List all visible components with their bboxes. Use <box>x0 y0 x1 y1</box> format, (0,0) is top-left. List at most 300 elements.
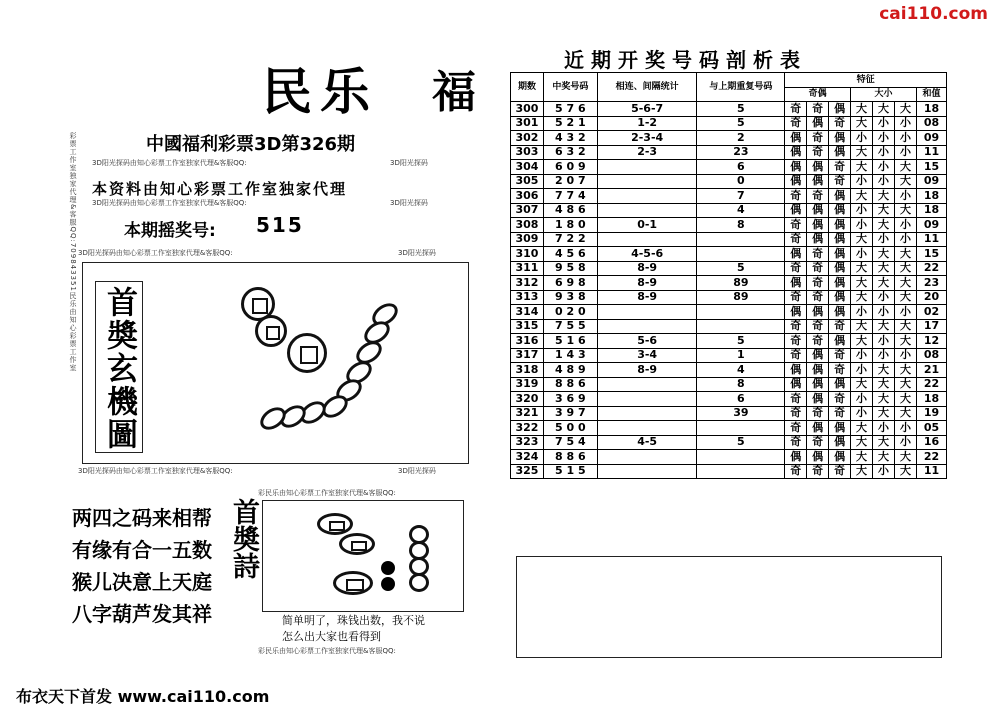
big-small-cell: 大 <box>851 450 873 465</box>
table-row <box>511 305 947 320</box>
big-small-cell: 大 <box>894 102 916 117</box>
big-small-cell: 大 <box>851 232 873 247</box>
table-row <box>511 450 947 465</box>
odd-even-cell: 奇 <box>807 247 829 262</box>
sum-cell: 18 <box>916 189 946 204</box>
big-small-cell: 大 <box>894 261 916 276</box>
number-cell: 6 3 2 <box>543 145 597 160</box>
odd-even-cell: 偶 <box>785 276 807 291</box>
coin-icon <box>333 571 373 595</box>
table-row <box>511 247 947 262</box>
period-cell: 302 <box>511 131 544 146</box>
number-cell: 4 3 2 <box>543 131 597 146</box>
big-small-cell: 小 <box>873 116 895 131</box>
watermark-line: 彩民乐由知心彩票工作室独家代理&客服QQ: <box>258 647 396 655</box>
big-small-cell: 大 <box>873 450 895 465</box>
table-row <box>511 232 947 247</box>
big-small-cell: 大 <box>894 363 916 378</box>
table-row <box>511 261 947 276</box>
repeat-cell <box>697 232 785 247</box>
odd-even-cell: 奇 <box>785 334 807 349</box>
big-small-cell: 小 <box>894 305 916 320</box>
adjacent-cell: 8-9 <box>597 290 697 305</box>
watermark-short: 3D阳光探码 <box>390 199 428 207</box>
adjacent-cell: 3-4 <box>597 348 697 363</box>
sum-cell: 08 <box>916 348 946 363</box>
table-row <box>511 218 947 233</box>
odd-even-cell: 偶 <box>785 174 807 189</box>
odd-even-cell: 奇 <box>807 290 829 305</box>
adjacent-cell: 5-6-7 <box>597 102 697 117</box>
odd-even-cell: 奇 <box>829 160 851 175</box>
odd-even-cell: 偶 <box>829 189 851 204</box>
odd-even-cell: 奇 <box>785 290 807 305</box>
repeat-cell: 8 <box>697 377 785 392</box>
sum-cell: 15 <box>916 247 946 262</box>
repeat-cell: 5 <box>697 261 785 276</box>
odd-even-cell: 奇 <box>807 261 829 276</box>
big-small-cell: 大 <box>873 218 895 233</box>
odd-even-cell: 奇 <box>829 319 851 334</box>
odd-even-cell: 偶 <box>829 305 851 320</box>
adjacent-cell: 2-3-4 <box>597 131 697 146</box>
adjacent-cell <box>597 377 697 392</box>
number-cell: 9 3 8 <box>543 290 597 305</box>
odd-even-cell: 奇 <box>807 319 829 334</box>
odd-even-cell: 偶 <box>807 305 829 320</box>
big-small-cell: 小 <box>873 348 895 363</box>
period-cell: 303 <box>511 145 544 160</box>
big-small-cell: 大 <box>894 319 916 334</box>
big-small-cell: 大 <box>851 464 873 479</box>
adjacent-cell: 8-9 <box>597 261 697 276</box>
number-cell: 8 8 6 <box>543 377 597 392</box>
big-small-cell: 大 <box>894 174 916 189</box>
watermark-line: 3D阳光探码由知心彩票工作室独家代理&客服QQ: <box>78 249 233 257</box>
big-small-cell: 小 <box>894 218 916 233</box>
big-small-cell: 大 <box>894 290 916 305</box>
period-cell: 314 <box>511 305 544 320</box>
period-cell: 313 <box>511 290 544 305</box>
number-cell: 1 8 0 <box>543 218 597 233</box>
big-small-cell: 小 <box>851 247 873 262</box>
big-small-cell: 大 <box>851 145 873 160</box>
odd-even-cell: 奇 <box>785 392 807 407</box>
table-row <box>511 203 947 218</box>
number-cell: 4 8 6 <box>543 203 597 218</box>
big-small-cell: 大 <box>873 203 895 218</box>
repeat-cell: 0 <box>697 174 785 189</box>
number-cell: 0 2 0 <box>543 305 597 320</box>
results-table <box>510 72 947 479</box>
big-small-cell: 大 <box>873 377 895 392</box>
draw-number: 515 <box>256 213 304 237</box>
adjacent-cell <box>597 406 697 421</box>
big-small-cell: 小 <box>851 363 873 378</box>
chart-panel <box>82 262 469 464</box>
number-cell: 3 6 9 <box>543 392 597 407</box>
adjacent-cell: 5-6 <box>597 334 697 349</box>
bead-icon <box>409 573 429 592</box>
big-small-cell: 大 <box>894 406 916 421</box>
site-logo: cai110.com <box>879 4 988 24</box>
number-cell: 4 8 9 <box>543 363 597 378</box>
table-row <box>511 334 947 349</box>
big-small-cell: 大 <box>873 392 895 407</box>
odd-even-cell: 奇 <box>785 116 807 131</box>
big-small-cell: 小 <box>873 464 895 479</box>
chart-title-box <box>95 281 143 453</box>
odd-even-cell: 奇 <box>785 435 807 450</box>
draw-label: 本期摇奖号: <box>124 221 216 241</box>
odd-even-cell: 偶 <box>829 145 851 160</box>
big-small-cell: 小 <box>851 218 873 233</box>
big-small-cell: 小 <box>873 232 895 247</box>
poem-line: 两四之码来相帮 <box>72 506 212 530</box>
poem-panel <box>262 500 464 612</box>
big-small-cell: 小 <box>894 232 916 247</box>
number-cell: 3 9 7 <box>543 406 597 421</box>
number-cell: 7 7 4 <box>543 189 597 204</box>
odd-even-cell: 奇 <box>829 363 851 378</box>
odd-even-cell: 偶 <box>829 218 851 233</box>
adjacent-cell <box>597 203 697 218</box>
sum-cell: 17 <box>916 319 946 334</box>
number-cell: 5 2 1 <box>543 116 597 131</box>
sum-cell: 22 <box>916 450 946 465</box>
big-small-cell: 小 <box>894 131 916 146</box>
big-small-cell: 小 <box>851 348 873 363</box>
big-small-cell: 大 <box>894 203 916 218</box>
number-cell: 6 9 8 <box>543 276 597 291</box>
sum-cell: 05 <box>916 421 946 436</box>
coin-icon <box>339 533 375 555</box>
odd-even-cell: 偶 <box>807 203 829 218</box>
period-cell: 305 <box>511 174 544 189</box>
odd-even-cell: 偶 <box>829 232 851 247</box>
repeat-cell: 2 <box>697 131 785 146</box>
number-cell: 2 0 7 <box>543 174 597 189</box>
period-cell: 325 <box>511 464 544 479</box>
odd-even-cell: 偶 <box>807 450 829 465</box>
repeat-cell <box>697 319 785 334</box>
watermark-line: 3D阳光探码由知心彩票工作室独家代理&客服QQ: <box>78 467 233 475</box>
big-small-cell: 小 <box>873 305 895 320</box>
watermark-short: 3D阳光探码 <box>398 249 436 257</box>
odd-even-cell: 偶 <box>785 377 807 392</box>
table-row <box>511 348 947 363</box>
period-cell: 309 <box>511 232 544 247</box>
big-small-cell: 小 <box>873 131 895 146</box>
number-cell: 5 0 0 <box>543 421 597 436</box>
poem-line: 猴儿决意上天庭 <box>72 570 212 594</box>
repeat-cell: 39 <box>697 406 785 421</box>
odd-even-cell: 奇 <box>785 348 807 363</box>
big-small-cell: 大 <box>873 189 895 204</box>
big-small-cell: 大 <box>851 189 873 204</box>
period-cell: 311 <box>511 261 544 276</box>
big-small-cell: 小 <box>851 305 873 320</box>
sum-cell: 22 <box>916 377 946 392</box>
period-cell: 322 <box>511 421 544 436</box>
number-cell: 8 8 6 <box>543 450 597 465</box>
odd-even-cell: 奇 <box>785 464 807 479</box>
coin-icon <box>255 315 287 347</box>
poem-line: 有缘有合一五数 <box>72 538 212 562</box>
repeat-cell <box>697 464 785 479</box>
period-cell: 319 <box>511 377 544 392</box>
adjacent-cell <box>597 392 697 407</box>
odd-even-cell: 偶 <box>829 247 851 262</box>
odd-even-cell: 偶 <box>807 421 829 436</box>
table-row <box>511 377 947 392</box>
big-small-cell: 小 <box>894 189 916 204</box>
odd-even-cell: 奇 <box>807 189 829 204</box>
odd-even-cell: 偶 <box>829 276 851 291</box>
period-cell: 318 <box>511 363 544 378</box>
odd-even-cell: 奇 <box>785 319 807 334</box>
table-row <box>511 363 947 378</box>
sum-cell: 20 <box>916 290 946 305</box>
odd-even-cell: 偶 <box>785 450 807 465</box>
sum-cell: 11 <box>916 464 946 479</box>
header-number: 中奖号码 <box>543 73 597 102</box>
adjacent-cell: 0-1 <box>597 218 697 233</box>
odd-even-cell: 奇 <box>807 464 829 479</box>
period-cell: 321 <box>511 406 544 421</box>
big-small-cell: 大 <box>894 377 916 392</box>
period-cell: 323 <box>511 435 544 450</box>
period-cell: 308 <box>511 218 544 233</box>
big-small-cell: 小 <box>851 174 873 189</box>
sum-cell: 02 <box>916 305 946 320</box>
big-small-cell: 小 <box>894 348 916 363</box>
big-small-cell: 小 <box>851 392 873 407</box>
adjacent-cell <box>597 232 697 247</box>
big-small-cell: 大 <box>851 261 873 276</box>
watermark-short: 3D阳光探码 <box>398 467 436 475</box>
odd-even-cell: 奇 <box>807 145 829 160</box>
table-row <box>511 145 947 160</box>
table-row <box>511 131 947 146</box>
remarks-box <box>516 556 942 658</box>
table-row <box>511 160 947 175</box>
sum-cell: 11 <box>916 232 946 247</box>
header-period: 期数 <box>511 73 544 102</box>
table-row <box>511 102 947 117</box>
header-adjacent: 相连、间隔统计 <box>597 73 697 102</box>
big-small-cell: 大 <box>873 363 895 378</box>
fu-character: 福 <box>432 67 476 118</box>
repeat-cell: 23 <box>697 145 785 160</box>
odd-even-cell: 偶 <box>785 160 807 175</box>
table-row <box>511 319 947 334</box>
odd-even-cell: 偶 <box>829 102 851 117</box>
odd-even-cell: 偶 <box>807 363 829 378</box>
table-row <box>511 290 947 305</box>
odd-even-cell: 偶 <box>807 174 829 189</box>
table-row <box>511 421 947 436</box>
odd-even-cell: 偶 <box>807 348 829 363</box>
agent-notice: 本资料由知心彩票工作室独家代理 <box>92 180 348 198</box>
table-row <box>511 392 947 407</box>
repeat-cell <box>697 305 785 320</box>
poem-note-1: 简单明了，珠钱出数，我不说 <box>282 614 425 627</box>
big-small-cell: 小 <box>873 334 895 349</box>
odd-even-cell: 奇 <box>785 102 807 117</box>
big-small-cell: 大 <box>851 319 873 334</box>
odd-even-cell: 奇 <box>829 406 851 421</box>
big-small-cell: 小 <box>873 421 895 436</box>
big-small-cell: 大 <box>894 247 916 262</box>
table-row <box>511 174 947 189</box>
odd-even-cell: 偶 <box>829 435 851 450</box>
adjacent-cell: 8-9 <box>597 363 697 378</box>
sum-cell: 19 <box>916 406 946 421</box>
header-big-small: 大小 <box>851 87 917 102</box>
sum-cell: 15 <box>916 160 946 175</box>
repeat-cell: 5 <box>697 334 785 349</box>
big-small-cell: 大 <box>851 160 873 175</box>
big-small-cell: 大 <box>894 464 916 479</box>
sum-cell: 12 <box>916 334 946 349</box>
big-small-cell: 小 <box>873 145 895 160</box>
odd-even-cell: 奇 <box>829 116 851 131</box>
odd-even-cell: 奇 <box>829 392 851 407</box>
big-small-cell: 小 <box>851 406 873 421</box>
number-cell: 1 4 3 <box>543 348 597 363</box>
odd-even-cell: 偶 <box>807 160 829 175</box>
odd-even-cell: 偶 <box>807 218 829 233</box>
watermark-line: 3D阳光探码由知心彩票工作室独家代理&客服QQ: <box>92 159 247 167</box>
period-cell: 306 <box>511 189 544 204</box>
odd-even-cell: 奇 <box>807 435 829 450</box>
big-small-cell: 小 <box>873 290 895 305</box>
watermark-line: 3D阳光探码由知心彩票工作室独家代理&客服QQ: <box>92 199 247 207</box>
sum-cell: 11 <box>916 145 946 160</box>
big-small-cell: 大 <box>894 276 916 291</box>
repeat-cell: 89 <box>697 290 785 305</box>
adjacent-cell: 4-5-6 <box>597 247 697 262</box>
odd-even-cell: 偶 <box>785 363 807 378</box>
dark-bead-icon <box>381 561 395 575</box>
adjacent-cell <box>597 160 697 175</box>
table-title: 近期开奖号码剖析表 <box>564 48 807 72</box>
big-small-cell: 大 <box>851 377 873 392</box>
adjacent-cell <box>597 174 697 189</box>
period-cell: 312 <box>511 276 544 291</box>
number-cell: 5 1 6 <box>543 334 597 349</box>
adjacent-cell: 2-3 <box>597 145 697 160</box>
big-small-cell: 大 <box>894 334 916 349</box>
big-small-cell: 大 <box>894 450 916 465</box>
odd-even-cell: 奇 <box>807 276 829 291</box>
number-cell: 6 0 9 <box>543 160 597 175</box>
poem-panel-title: 首奬詩 <box>228 498 259 579</box>
big-small-cell: 小 <box>894 116 916 131</box>
big-small-cell: 小 <box>894 145 916 160</box>
repeat-cell: 6 <box>697 392 785 407</box>
big-small-cell: 大 <box>873 261 895 276</box>
table-row <box>511 276 947 291</box>
odd-even-cell: 奇 <box>785 218 807 233</box>
repeat-cell <box>697 450 785 465</box>
odd-even-cell: 偶 <box>829 450 851 465</box>
big-small-cell: 大 <box>894 392 916 407</box>
odd-even-cell: 奇 <box>785 189 807 204</box>
adjacent-cell: 8-9 <box>597 276 697 291</box>
repeat-cell: 5 <box>697 435 785 450</box>
odd-even-cell: 偶 <box>785 131 807 146</box>
odd-even-cell: 偶 <box>807 392 829 407</box>
adjacent-cell <box>597 189 697 204</box>
header-odd-even: 奇偶 <box>785 87 851 102</box>
odd-even-cell: 奇 <box>785 232 807 247</box>
sum-cell: 09 <box>916 174 946 189</box>
odd-even-cell: 奇 <box>807 102 829 117</box>
period-cell: 316 <box>511 334 544 349</box>
odd-even-cell: 偶 <box>807 377 829 392</box>
side-watermark: 彩票工作室独家代理&客服QQ:709843351民乐由知心彩票工作室 <box>69 132 77 372</box>
number-cell: 7 2 2 <box>543 232 597 247</box>
adjacent-cell <box>597 319 697 334</box>
poem-line: 八字葫芦发其祥 <box>72 602 212 626</box>
big-small-cell: 小 <box>851 203 873 218</box>
big-small-cell: 小 <box>894 421 916 436</box>
odd-even-cell: 奇 <box>829 348 851 363</box>
adjacent-cell: 1-2 <box>597 116 697 131</box>
odd-even-cell: 偶 <box>785 305 807 320</box>
repeat-cell <box>697 421 785 436</box>
big-small-cell: 大 <box>873 406 895 421</box>
odd-even-cell: 奇 <box>807 334 829 349</box>
odd-even-cell: 奇 <box>785 421 807 436</box>
big-small-cell: 大 <box>851 276 873 291</box>
table-row <box>511 464 947 479</box>
dark-bead-icon <box>381 577 395 591</box>
big-small-cell: 小 <box>873 174 895 189</box>
brand-title: 民乐 <box>262 62 378 121</box>
big-small-cell: 大 <box>873 435 895 450</box>
table-row <box>511 116 947 131</box>
watermark-line: 彩民乐由知心彩票工作室独家代理&客服QQ: <box>258 489 396 497</box>
odd-even-cell: 偶 <box>807 116 829 131</box>
repeat-cell: 5 <box>697 116 785 131</box>
bead-icon <box>256 403 290 435</box>
odd-even-cell: 偶 <box>785 145 807 160</box>
big-small-cell: 大 <box>851 116 873 131</box>
adjacent-cell <box>597 421 697 436</box>
coin-icon <box>317 513 353 535</box>
header-repeat: 与上期重复号码 <box>697 73 785 102</box>
sum-cell: 18 <box>916 203 946 218</box>
sum-cell: 18 <box>916 102 946 117</box>
poem-note-2: 怎么出大家也看得到 <box>282 630 381 643</box>
repeat-cell: 5 <box>697 102 785 117</box>
number-cell: 7 5 4 <box>543 435 597 450</box>
big-small-cell: 大 <box>851 421 873 436</box>
odd-even-cell: 偶 <box>829 131 851 146</box>
big-small-cell: 大 <box>894 160 916 175</box>
odd-even-cell: 偶 <box>829 421 851 436</box>
big-small-cell: 大 <box>851 334 873 349</box>
period-cell: 301 <box>511 116 544 131</box>
number-cell: 4 5 6 <box>543 247 597 262</box>
repeat-cell <box>697 247 785 262</box>
big-small-cell: 小 <box>851 131 873 146</box>
number-cell: 9 5 8 <box>543 261 597 276</box>
big-small-cell: 大 <box>873 247 895 262</box>
